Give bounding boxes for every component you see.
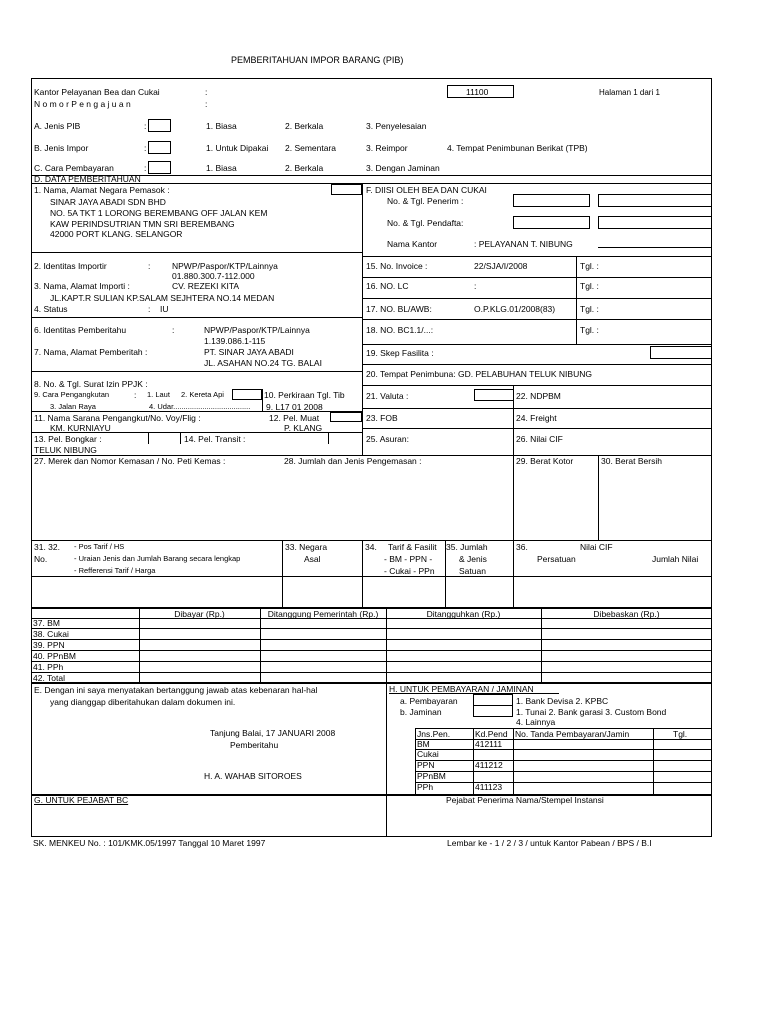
payment-header-no: No. Tanda Pembayaran/Jamin — [515, 729, 630, 739]
f-pendaft-label: No. & Tgl. Pendafta: — [387, 218, 464, 228]
cara-bayar-colon: : — [144, 163, 147, 173]
sk-menkeu: SK. MENKEU No. : 101/KMK.05/1997 Tanggal 10 Maret 1997 — [33, 838, 266, 848]
satuan-label: Satuan — [459, 566, 486, 576]
pemberitahu-name: PT. SINAR JAYA ABADI — [204, 347, 294, 357]
asal-label: Asal — [304, 554, 321, 564]
goods-no: No. — [34, 554, 48, 564]
f-pendaft-field[interactable] — [513, 216, 590, 229]
f-penerim-label: No. & Tgl. Penerim : — [387, 196, 464, 206]
jenis-impor-opt-4: 4. Tempat Penimbunan Berikat (TPB) — [447, 143, 588, 153]
angkut-box[interactable] — [232, 389, 262, 400]
tax-row-total: 42. Total — [33, 673, 65, 683]
bm-ppn-label: - BM - PPN - — [384, 554, 433, 564]
divider — [415, 771, 712, 772]
freight-label: 24. Freight — [516, 413, 557, 423]
goods-box — [31, 455, 712, 608]
payment-pembayaran-label: a. Pembayaran — [400, 696, 458, 706]
pemasok-code-box[interactable] — [331, 184, 362, 195]
divider — [31, 661, 712, 662]
invoice-label: 15. No. Invoice : — [366, 261, 428, 271]
cara-bayar-opt-1: 1. Biasa — [206, 163, 237, 173]
identitas-pemberitahu-value: 1.139.086.1-115 — [204, 336, 266, 346]
payment-opt-line-1: 1. Bank Devisa 2. KPBC — [516, 696, 609, 706]
divider — [31, 639, 712, 640]
muat-code-box[interactable] — [330, 412, 362, 422]
identitas-importir-type: NPWP/Paspor/KTP/Lainnya — [172, 261, 278, 271]
jenis-pib-opt-2: 2. Berkala — [285, 121, 324, 131]
nomor-pengajuan-label: N o m o r P e n g a j u a n — [34, 99, 131, 109]
divider — [148, 432, 149, 444]
bl-date-label: Tgl. : — [580, 304, 599, 314]
pemasok-line-4: 42000 PORT KLANG. SELANGOR — [50, 229, 183, 239]
jumlah35-label: 35. Jumlah — [446, 542, 488, 552]
tax-header-ditanggung: Ditanggung Pemerintah (Rp.) — [267, 609, 379, 619]
divider — [262, 389, 263, 411]
payment-opt-line-2: 1. Tunai 2. Bank garasi 3. Custom Bond — [516, 707, 667, 717]
divider — [362, 428, 712, 429]
payment-header-jns: Jns.Pen. — [417, 729, 451, 739]
divider — [328, 432, 329, 444]
invoice-date-label: Tgl. : — [580, 261, 599, 271]
divider — [362, 408, 712, 409]
pejabat-box — [31, 795, 712, 837]
transit-label: 14. Pel. Transit : — [184, 434, 246, 444]
divider — [31, 672, 712, 673]
ndpbm-label: 22. NDPBM — [516, 391, 561, 401]
tax-header-dibebaskan: Dibebaskan (Rp.) — [593, 609, 660, 619]
divider — [362, 344, 712, 345]
goods-h31: 31. 32. — [34, 542, 60, 552]
nomor-colon: : — [205, 99, 208, 109]
identitas-pemberitahu-colon: : — [172, 325, 175, 335]
divider — [180, 432, 181, 444]
pemasok-label: 1. Nama, Alamat Negara Pemasok : — [34, 185, 170, 195]
kantor-code: 11100 — [466, 87, 489, 97]
lc-colon: : — [474, 281, 477, 291]
divider — [31, 371, 362, 372]
jenis-label: & Jenis — [459, 554, 487, 564]
payment-row-ppn-kd: 411212 — [475, 760, 503, 770]
g-heading: G. UNTUK PEJABAT BC — [34, 795, 129, 805]
goods-h36: 36. — [516, 542, 528, 552]
pejabat-label: Pejabat Penerima Nama/Stempel Instansi — [446, 795, 604, 805]
tax-row-cukai: 38. Cukai — [33, 629, 69, 639]
pemasok-line-3: KAW PERINDSUTRIAN TMN SRI BEREMBANG — [50, 219, 235, 229]
f-heading: F. DIISI OLEH BEA DAN CUKAI — [366, 185, 487, 195]
bl-label: 17. NO. BL/AWB: — [366, 304, 432, 314]
bongkar-label: 13. Pel. Bongkar : — [34, 434, 102, 444]
cara-bayar-opt-2: 2. Berkala — [285, 163, 324, 173]
jenis-pib-box[interactable] — [148, 119, 171, 132]
divider — [362, 364, 712, 365]
angkut-opt-3: 3. Jalan Raya — [50, 402, 96, 411]
divider — [31, 628, 712, 629]
refferensi-label: - Refferensi Tarif / Harga — [74, 566, 156, 575]
declaration-text-2: yang dianggap diberitahukan dalam dokumen ini. — [50, 697, 236, 707]
section-d-heading: D. DATA PEMBERITAHUAN — [34, 174, 141, 184]
ppjk-label: 8. No. & Tgl. Surat Izin PPJK : — [34, 379, 148, 389]
f-pendaft-date-field[interactable] — [598, 216, 712, 229]
jenis-pib-opt-1: 1. Biasa — [206, 121, 237, 131]
cara-bayar-box[interactable] — [148, 161, 171, 174]
kantor-label: Kantor Pelayanan Bea dan Cukai — [34, 87, 160, 97]
tax-header-dibayar: Dibayar (Rp.) — [174, 609, 225, 619]
cif-label: 26. Nilai CIF — [516, 434, 563, 444]
identitas-pemberitahu-label: 6. Identitas Pemberitahu — [34, 325, 127, 335]
jenis-impor-label: B. Jenis Impor — [34, 143, 89, 153]
payment-row-cukai-jns: Cukai — [417, 749, 439, 759]
jenis-impor-opt-1: 1. Untuk Dipakai — [206, 143, 269, 153]
tax-row-bm: 37. BM — [33, 618, 60, 628]
identitas-pemberitahu-type: NPWP/Paspor/KTP/Lainnya — [204, 325, 310, 335]
bl-value: O.P.KLG.01/2008(83) — [474, 304, 556, 314]
divider — [415, 782, 712, 783]
payment-heading: H. UNTUK PEMBAYARAN / JAMINAN — [389, 684, 534, 694]
berat-bersih-label: 30. Berat Bersih — [601, 456, 662, 466]
skep-field[interactable] — [650, 346, 712, 359]
berat-kotor-label: 29. Berat Kotor — [516, 456, 574, 466]
divider — [362, 256, 712, 257]
declaration-place-date: Tanjung Balai, 17 JANUARI 2008 — [210, 728, 336, 738]
invoice-value: 22/SJA/I/2008 — [474, 261, 528, 271]
divider — [31, 183, 712, 184]
angkut-colon: : — [134, 390, 137, 400]
cukai-pph-label: - Cukai - PPn — [384, 566, 435, 576]
divider — [362, 277, 712, 278]
sarana-value: KM. KURNIAYU — [50, 423, 111, 433]
declaration-role: Pemberitahu — [230, 740, 279, 750]
bc-date-label: Tgl. : — [580, 325, 599, 335]
status-value: IU — [160, 304, 169, 314]
document-title: PEMBERITAHUAN IMPOR BARANG (PIB) — [231, 55, 404, 65]
pemberitahu-label: 7. Nama, Alamat Pemberitah : — [34, 347, 148, 357]
merek-label: 27. Merek dan Nomor Kemasan / No. Peti Kemas : — [34, 456, 226, 466]
divider — [31, 317, 362, 318]
payment-row-pph-jns: PPh — [417, 782, 434, 792]
divider — [282, 540, 283, 608]
jenis-pib-colon: : — [144, 121, 147, 131]
declaration-text-1: E. Dengan ini saya menyatakan bertanggung jawab atas kebenaran hal-hal — [34, 685, 318, 695]
identitas-importir-label: 2. Identitas Importir — [34, 261, 107, 271]
valuta-field[interactable] — [474, 389, 514, 401]
goods-h34: 34. — [365, 542, 377, 552]
tax-row-ppn: 39. PPN — [33, 640, 65, 650]
lc-date-label: Tgl. : — [580, 281, 599, 291]
cara-bayar-label: C. Cara Pembayaran — [34, 163, 114, 173]
payment-row-ppnbm-jns: PPnBM — [417, 771, 446, 781]
payment-row-pph-kd: 411123 — [475, 782, 503, 792]
cara-bayar-opt-3: 3. Dengan Jaminan — [366, 163, 440, 173]
divider — [31, 432, 362, 433]
f-penerim-field[interactable] — [513, 194, 590, 207]
payment-header-tgl: Tgl. — [673, 729, 688, 739]
divider — [31, 411, 362, 412]
tarif-label: Tarif & Fasilit — [388, 542, 437, 552]
divider — [31, 618, 712, 619]
payment-jaminan-box[interactable] — [473, 705, 513, 717]
divider — [362, 319, 712, 320]
pemasok-line-1: SINAR JAYA ABADI SDN BHD — [50, 197, 166, 207]
jumlah-kemasan-label: 28. Jumlah dan Jenis Pengemasan : — [284, 456, 422, 466]
f-kantor-label: Nama Kantor — [387, 239, 438, 249]
identitas-importir-value: 01.880.300.7-112.000 — [172, 271, 255, 281]
jenis-impor-colon: : — [144, 143, 147, 153]
identitas-importir-colon: : — [148, 261, 151, 271]
payment-header-kd: Kd.Pend — [475, 729, 508, 739]
lembar-info: Lembar ke - 1 / 2 / 3 / untuk Kantor Pabean / BPS / B.I — [447, 838, 652, 848]
tax-row-pph: 41. PPh — [33, 662, 64, 672]
divider — [362, 385, 712, 386]
skep-label: 19. Skep Fasilita : — [366, 348, 434, 358]
status-colon: : — [148, 304, 151, 314]
jenis-pib-label: A. Jenis PIB — [34, 121, 81, 131]
angkut-opt-1: 1. Laut — [147, 390, 170, 399]
status-label: 4. Status — [34, 304, 68, 314]
divider — [31, 252, 362, 253]
divider — [415, 760, 712, 761]
jumlah-nilai-label: Jumlah Nilai — [652, 554, 699, 564]
muat-value: P. KLANG — [284, 423, 323, 433]
divider — [31, 650, 712, 651]
kantor-colon: : — [205, 87, 208, 97]
bc-label: 18. NO. BC1.1/...: — [366, 325, 434, 335]
payment-opt-line-3: 4. Lainnya — [516, 717, 556, 727]
jenis-impor-opt-2: 2. Sementara — [285, 143, 337, 153]
tiba-value: 9. L17 01 2008 — [266, 402, 323, 412]
payment-row-ppn-jns: PPN — [417, 760, 435, 770]
jenis-pib-opt-3: 3. Penyelesaian — [366, 121, 427, 131]
divider — [598, 247, 712, 248]
importir-label: 3. Nama, Alamat Importi : — [34, 281, 130, 291]
divider — [598, 455, 599, 540]
divider — [576, 256, 577, 345]
tax-header-ditangguhkan: Ditangguhkan (Rp.) — [426, 609, 501, 619]
divider — [386, 795, 387, 837]
angkut-opt-2: 2. Kereta Api — [181, 390, 224, 399]
divider — [386, 683, 387, 795]
page-count: Halaman 1 dari 1 — [599, 88, 660, 97]
divider — [415, 749, 712, 750]
divider — [362, 298, 712, 299]
nilai-cif-label: Nilai CIF — [580, 542, 613, 552]
pos-tarif-label: - Pos Tarif / HS — [74, 542, 125, 551]
f-kantor-value: : PELAYANAN T. NIBUNG — [474, 239, 573, 249]
sarana-label: 11. Nama Sarana Pengangkut/No. Voy/Flig : — [34, 413, 201, 423]
payment-row-bm-jns: BM — [417, 739, 430, 749]
payment-jaminan-label: b. Jaminan — [400, 707, 442, 717]
lc-label: 16. NO. LC — [366, 281, 409, 291]
uraian-label: - Uraian Jenis dan Jumlah Barang secara lengkap — [74, 554, 241, 563]
negara-label: 33. Negara — [285, 542, 328, 552]
importir-name: CV. REZEKI KITA — [172, 281, 240, 291]
declaration-signer: H. A. WAHAB SITOROES — [204, 771, 302, 781]
valuta-label: 21. Valuta : — [366, 391, 409, 401]
divider — [31, 576, 712, 577]
pemberitahu-address: JL. ASAHAN NO.24 TG. BALAI — [204, 358, 322, 368]
importir-address: JL.KAPT.R SULIAN KP.SALAM SEJHTERA NO.14 MEDAN — [50, 293, 275, 303]
muat-label: 12. Pel. Muat — [269, 413, 320, 423]
divider — [415, 739, 712, 740]
pemasok-line-2: NO. 5A TKT 1 LORONG BEREMBANG OFF JALAN KEM — [50, 208, 268, 218]
jenis-impor-box[interactable] — [148, 141, 171, 154]
bongkar-value: TELUK NIBUNG — [34, 445, 97, 455]
divider — [513, 385, 514, 456]
tax-row-ppnbm: 40. PPnBM — [33, 651, 76, 661]
angkut-label: 9. Cara Pengangkutan — [34, 390, 110, 399]
angkut-opt-4: 4. Udar..................................... — [149, 402, 251, 411]
f-penerim-date-field[interactable] — [598, 194, 712, 207]
payment-row-bm-kd: 412111 — [475, 739, 503, 749]
asuransi-label: 25. Asuran: — [366, 434, 410, 444]
divider — [31, 540, 712, 541]
tiba-label: 10. Perkiraan Tgl. Tib — [264, 390, 345, 400]
fob-label: 23. FOB — [366, 413, 398, 423]
divider — [362, 540, 363, 608]
divider — [513, 455, 514, 608]
persatuan-label: Persatuan — [537, 554, 576, 564]
jenis-impor-opt-3: 3. Reimpor — [366, 143, 408, 153]
penimbunan-label: 20. Tempat Penimbuna: GD. PELABUHAN TELUK NIBUNG — [366, 369, 592, 379]
